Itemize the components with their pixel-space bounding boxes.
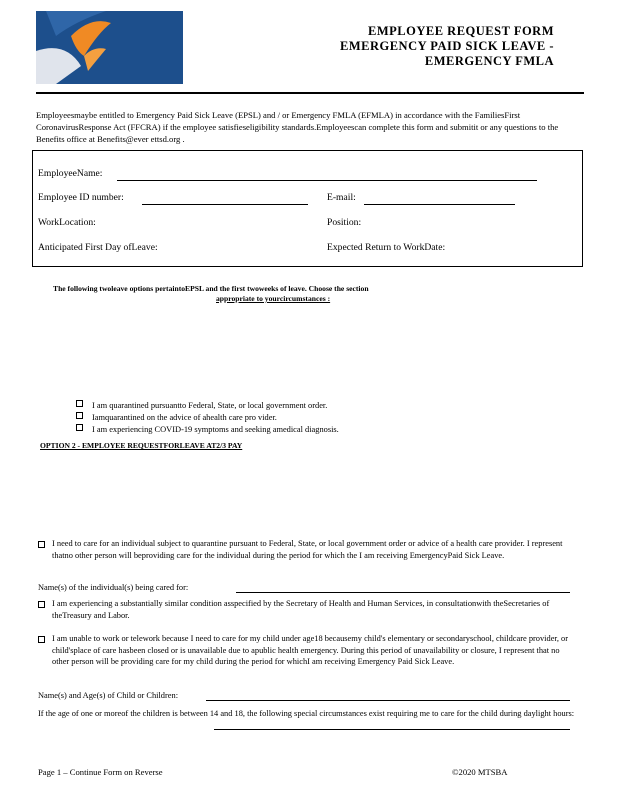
option1-check-1[interactable] bbox=[76, 400, 327, 412]
option2-heading: OPTION 2 - EMPLOYEE REQUESTFORLEAVE AT2/3 PAY bbox=[40, 441, 243, 450]
option1-check-2-label: Iamquarantined on the advice of ahealth care pro vider. bbox=[92, 413, 277, 422]
checkbox-icon[interactable] bbox=[38, 541, 45, 548]
page-footer: Page 1 – Continue Form on Reverse bbox=[38, 767, 163, 777]
district-logo bbox=[36, 11, 183, 84]
options-intro-line1: The following twoleave options pertaintoEPSL and the first twoweeks of leave. Choose the section bbox=[53, 284, 369, 293]
checkbox-icon[interactable] bbox=[76, 424, 83, 431]
names-cared-for-field[interactable] bbox=[236, 592, 570, 593]
intro-paragraph: Employeesmaybe entitled to Emergency Paid Sick Leave (EPSL) and / or Emergency FMLA (EFMLA) in accordance with the FamiliesFirst CoronavirusResponse Act (FFCRA) if the employee satisfieseligibility standards.Employeescan complete this form and submitit or any questions to the Benefits office at Benefits@ever ettsd.org . bbox=[36, 110, 559, 144]
option1-check-3[interactable] bbox=[76, 424, 339, 436]
option2-check-3[interactable] bbox=[38, 633, 578, 668]
email-label: E-mail: bbox=[327, 192, 356, 203]
names-ages-label: Name(s) and Age(s) of Child or Children: bbox=[38, 691, 179, 700]
checkbox-icon[interactable] bbox=[38, 636, 45, 643]
position-label: Position: bbox=[327, 217, 362, 228]
employee-name-field[interactable] bbox=[117, 180, 537, 181]
work-location-label: WorkLocation: bbox=[38, 217, 96, 228]
title-line-2: EMERGENCY PAID SICK LEAVE - bbox=[340, 39, 554, 53]
checkbox-icon[interactable] bbox=[76, 412, 83, 419]
checkbox-icon[interactable] bbox=[38, 601, 45, 608]
option2-check-3-label: I am unable to work or telework because I need to care for my child under age18 becausemy child's elementary or secondaryschool, childcare provider, or child'splace of care hasbeen closed or is unavailable due to apublic health emergency. During this period of unavailability or closure, I represent that no other person will be providing care for my child during the period for whichI am receiving Emergency Paid Sick Leave. bbox=[52, 634, 569, 666]
option1-check-2[interactable] bbox=[76, 412, 277, 424]
return-date-label: Expected Return to WorkDate: bbox=[327, 242, 446, 253]
employee-name-label: EmployeeName: bbox=[38, 168, 103, 179]
special-circumstances-field[interactable] bbox=[214, 729, 570, 730]
options-intro-line2: appropriate to yourcircumstances : bbox=[216, 294, 331, 303]
names-cared-for-label: Name(s) of the individual(s) being cared for: bbox=[38, 583, 189, 592]
option1-check-1-label: I am quarantined pursuantto Federal, State, or local government order. bbox=[92, 401, 328, 410]
option1-check-3-label: I am experiencing COVID-19 symptoms and seeking amedical diagnosis. bbox=[92, 425, 339, 434]
checkbox-icon[interactable] bbox=[76, 400, 83, 407]
email-field[interactable] bbox=[364, 204, 515, 205]
form-title bbox=[340, 24, 554, 69]
first-day-label: Anticipated First Day ofLeave: bbox=[38, 242, 158, 253]
employee-id-label: Employee ID number: bbox=[38, 192, 124, 203]
header-rule bbox=[36, 92, 584, 94]
option2-check-2-label: I am experiencing a substantially similar condition asspecified by the Secretary of Health and Human Services, in consultationwith theSecretaries of theTreasury and Labor. bbox=[52, 599, 550, 620]
employee-id-field[interactable] bbox=[142, 204, 308, 205]
title-line-3: EMERGENCY FMLA bbox=[424, 54, 554, 68]
special-circumstances-label: If the age of one or moreof the children is between 14 and 18, the following special circumstances exist requiring me to care for the child during daylight hours: bbox=[38, 709, 575, 718]
names-ages-field[interactable] bbox=[206, 700, 570, 701]
option2-check-1[interactable] bbox=[38, 538, 578, 561]
option2-check-1-label: I need to care for an individual subject to quarantine pursuant to Federal, State, or local government order or advice of a health care provider. I represent thatno other person will beproviding care for the individual during the period for which the I am receiving EmergencyPaid Sick Leave. bbox=[52, 539, 563, 560]
title-line-1: EMPLOYEE REQUEST FORM bbox=[368, 24, 554, 38]
option2-check-2[interactable] bbox=[38, 598, 578, 621]
copyright: ©2020 MTSBA bbox=[452, 767, 508, 777]
